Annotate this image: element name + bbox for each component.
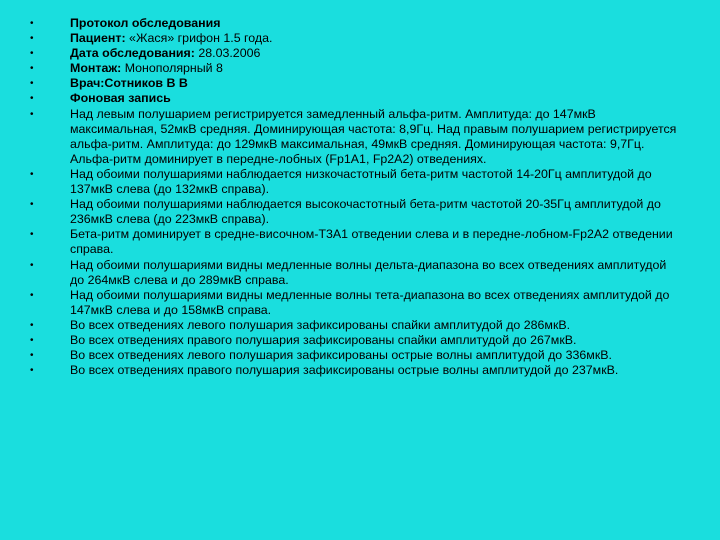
- bullet-icon: •: [30, 78, 34, 90]
- bullet-icon: •: [30, 319, 34, 331]
- list-item-date: [0, 46, 720, 61]
- list-item-doctor: [0, 76, 720, 91]
- patient-label: Пациент:: [70, 31, 126, 46]
- date-value: 28.03.2006: [194, 46, 261, 61]
- item-text: Во всех отведениях правого полушария зафиксированы острые волны амплитудой до 237мкВ.: [70, 363, 619, 378]
- bullet-icon: •: [30, 259, 34, 271]
- bullet-icon: •: [30, 108, 34, 120]
- bullet-icon: •: [30, 93, 34, 105]
- item-text: Во всех отведениях левого полушария зафиксированы спайки амплитудой до 286мкВ.: [70, 317, 571, 332]
- doctor-label: Врач:Сотников В В: [70, 76, 188, 91]
- protocol-list: [0, 16, 720, 378]
- bullet-icon: •: [30, 18, 34, 29]
- item-text: Бета-ритм доминирует в средне-височном-T3A1 отведении слева и в передне-лобном-Fp2A2 отведении справа.: [70, 227, 673, 257]
- background-recording-label: Фоновая запись: [70, 91, 171, 106]
- bullet-icon: •: [30, 33, 34, 45]
- list-item: [0, 288, 720, 318]
- list-item: [0, 197, 720, 227]
- bullet-icon: •: [30, 365, 34, 377]
- item-text: Во всех отведениях правого полушария зафиксированы спайки амплитудой до 267мкВ.: [70, 332, 577, 347]
- list-item: [0, 227, 720, 257]
- list-item: [0, 363, 720, 378]
- bullet-icon: •: [30, 334, 34, 346]
- list-item: [0, 348, 720, 363]
- bullet-icon: •: [30, 168, 34, 180]
- list-item: [0, 107, 720, 167]
- list-item: [0, 333, 720, 348]
- bullet-icon: •: [30, 350, 34, 362]
- bullet-icon: •: [30, 48, 34, 60]
- item-text: Во всех отведениях левого полушария зафиксированы острые волны амплитудой до 336мкВ.: [70, 348, 612, 363]
- montage-value: Монополярный 8: [121, 61, 223, 76]
- bullet-icon: •: [30, 229, 34, 241]
- patient-value: «Жася» грифон 1.5 года.: [125, 31, 273, 46]
- item-text: Над обоими полушариями наблюдается высокочастотный бета-ритм частотой 20-35Гц амплитудой до 236мкВ слева (до 223мкВ справа).: [70, 197, 661, 227]
- date-label: Дата обследования:: [70, 46, 195, 61]
- item-text: Над обоими полушариями наблюдается низкочастотный бета-ритм частотой 14-20Гц амплитудой до 137мкВ слева (до 132мкВ справа).: [70, 166, 652, 197]
- list-item-montage: [0, 61, 720, 76]
- montage-label: Монтаж:: [70, 61, 122, 76]
- item-text: Над левым полушарием регистрируется замедленный альфа-ритм. Амплитуда: до 147мкВ максимальная, 52мкВ средняя. Доминирующая частота: 8,9Гц. Над правым полушарием регистрируется альфа-ритм. Амплитуда: до 129мкВ максимальная, 49мкВ средняя. Доминирующая частота: 9,7Гц. Альфа-ритм доминирует в передне-лобных (Fp1A1, Fp2A2) отведениях.: [70, 106, 677, 166]
- list-item-patient: [0, 31, 720, 46]
- bullet-icon: •: [30, 289, 34, 301]
- protocol-title: Протокол обследования: [70, 16, 221, 30]
- bullet-icon: •: [30, 63, 34, 75]
- list-item: [0, 167, 720, 197]
- item-text: Над обоими полушариями видны медленные волны тета-диапазона во всех отведениях амплитудой до 147мкВ слева и до 158мкВ справа.: [70, 287, 670, 317]
- list-item-background: [0, 91, 720, 106]
- bullet-icon: •: [30, 199, 34, 211]
- list-item-title: [0, 16, 720, 31]
- list-item: [0, 318, 720, 333]
- item-text: Над обоими полушариями видны медленные волны дельта-диапазона во всех отведениях амплитудой до 264мкВ слева и до 289мкВ справа.: [70, 257, 667, 287]
- list-item: [0, 258, 720, 288]
